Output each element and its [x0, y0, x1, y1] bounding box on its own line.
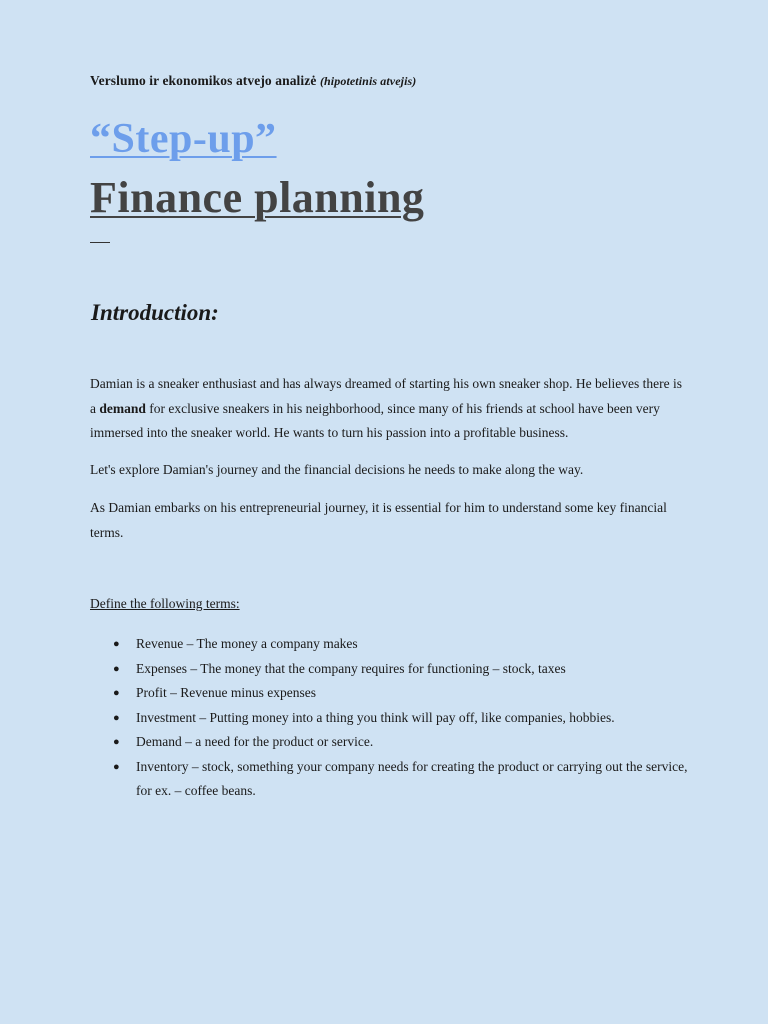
- term-text: Demand – a need for the product or service.: [136, 734, 374, 749]
- subtitle-parenthetical: (hipotetinis atvejis): [319, 74, 417, 88]
- bullet-icon: ●: [113, 638, 120, 650]
- list-item: [90, 657, 690, 682]
- title-finance-planning: Finance planning: [90, 173, 425, 222]
- list-item: [90, 632, 690, 657]
- term-text: Profit – Revenue minus expenses: [136, 685, 316, 700]
- list-item: [90, 755, 690, 804]
- intro-paragraph-1: [90, 372, 690, 446]
- term-text: Investment – Putting money into a thing you think will pay off, like companies, hobbies.: [136, 709, 615, 725]
- bullet-icon: ●: [113, 662, 120, 675]
- p1-text-before: Damian is a sneaker enthusiast and has always dreamed of starting his own sneaker shop. He believes there is a: [90, 376, 682, 416]
- intro-paragraph-2: Let's explore Damian's journey and the financial decisions he needs to make along the way.: [90, 462, 584, 477]
- define-terms-heading: Define the following terms:: [90, 596, 240, 611]
- document-subtitle: [90, 73, 416, 89]
- introduction-heading: Introduction:: [91, 300, 219, 325]
- terms-list: [90, 632, 690, 804]
- term-text: Expenses – The money that the company requires for functioning – stock, taxes: [136, 660, 566, 676]
- p1-bold-demand: demand: [99, 400, 146, 416]
- title-step-up: “Step-up”: [90, 116, 277, 162]
- bullet-icon: ●: [113, 736, 120, 748]
- divider-rule: [90, 242, 110, 243]
- term-text: Revenue – The money a company makes: [136, 636, 358, 651]
- bullet-icon: ●: [113, 687, 120, 699]
- list-item: [90, 730, 690, 755]
- bullet-icon: ●: [113, 760, 120, 773]
- term-text: Inventory – stock, something your company needs for creating the product or carrying out the service, for ex. – coffee beans.: [136, 758, 688, 798]
- subtitle-text: Verslumo ir ekonomikos atvejo analizė: [90, 73, 317, 88]
- list-item: [90, 706, 690, 731]
- intro-paragraph-3: As Damian embarks on his entrepreneurial journey, it is essential for him to understand some key financial terms.: [90, 500, 667, 540]
- p1-text-after: for exclusive sneakers in his neighborhood, since many of his friends at school have been very immersed into the sneaker world. He wants to turn his passion into a profitable business.: [90, 400, 660, 440]
- list-item: [90, 681, 690, 706]
- bullet-icon: ●: [113, 711, 120, 724]
